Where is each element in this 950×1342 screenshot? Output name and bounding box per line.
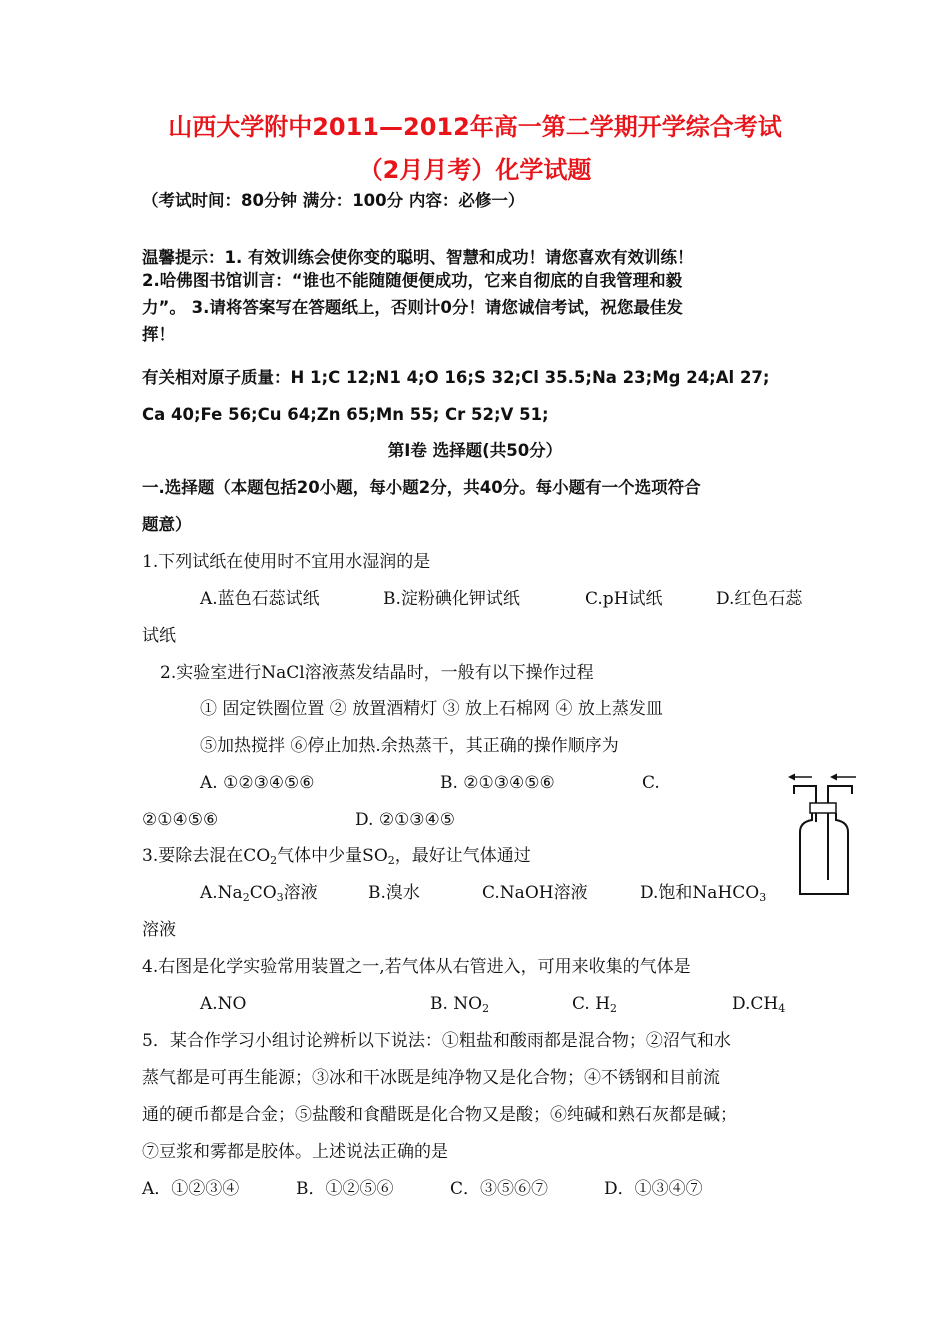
section-instructions-line2: 题意） (142, 515, 192, 534)
q2-option-c: C. (642, 773, 660, 793)
q2-option-b: B. ②①③④⑤⑥ (440, 773, 555, 793)
gas-washing-bottle-icon (786, 770, 860, 898)
q2-steps-line2: ⑤加热搅拌 ⑥停止加热.余热蒸干，其正确的操作顺序为 (200, 736, 619, 756)
q5-option-c: C．③⑤⑥⑦ (450, 1179, 549, 1199)
q3-option-a: $A.Na_2CO_3$溶液 (200, 883, 318, 904)
arrow-left-icon (788, 774, 812, 781)
section-heading: 第Ⅰ卷 选择题(共50分） (387, 441, 563, 460)
q3-option-d-cont: 溶液 (142, 920, 176, 940)
q1-option-d: D.红色石蕊 (716, 589, 803, 609)
q2-option-d: D. ②①③④⑤ (355, 810, 456, 830)
q1-option-a: A.蓝色石蕊试纸 (200, 589, 320, 609)
q5-line4: ⑦豆浆和雾都是胶体。上述说法正确的是 (142, 1142, 448, 1162)
q1-option-b: B.淀粉碘化钾试纸 (383, 589, 520, 609)
q2-steps-line1: ① 固定铁圈位置 ② 放置酒精灯 ③ 放上石棉网 ④ 放上蒸发皿 (200, 699, 663, 719)
q1-stem: 1.下列试纸在使用时不宜用水湿润的是 (142, 552, 431, 572)
atomic-masses-line2: Ca 40;Fe 56;Cu 64;Zn 65;Mn 55; Cr 52;V 51; (142, 405, 549, 424)
q3-option-d: D.饱和NaHCO$_3$ (640, 883, 767, 904)
q4-stem: 4.右图是化学实验常用装置之一,若气体从右管进入，可用来收集的气体是 (142, 957, 691, 977)
exam-title-line2: （2月月考）化学试题 (358, 156, 592, 184)
q2-option-c-cont: ②①④⑤⑥ (142, 810, 219, 830)
q4-option-d: $D.CH_4$ (732, 994, 786, 1015)
q5-line1: 5．某合作学习小组讨论辨析以下说法：①粗盐和酸雨都是混合物；②沼气和水 (142, 1031, 731, 1051)
tips-line3: 力”。 3.请将答案写在答题纸上，否则计0分！请您诚信考试，祝您最佳发 (142, 298, 683, 317)
tips-line4: 挥！ (142, 325, 175, 344)
q5-option-a: A．①②③④ (142, 1179, 240, 1199)
q5-line3: 通的硬币都是合金；⑤盐酸和食醋既是化合物又是酸；⑥纯碱和熟石灰都是碱； (142, 1105, 737, 1125)
exam-title-line1: 山西大学附中2011—2012年高一第二学期开学综合考试 (168, 113, 782, 141)
q4-option-b: B. $NO_2$ (430, 994, 490, 1015)
arrow-left-icon (830, 774, 856, 781)
q4-option-c: C. $H_2$ (572, 994, 618, 1015)
q3-option-b: B.溴水 (368, 883, 420, 903)
exam-info: （考试时间：80分钟 满分：100分 内容：必修一） (142, 191, 525, 210)
q3-stem: 3.要除去混在$CO_2$气体中少量$SO_2$，最好让气体通过 (142, 846, 531, 867)
q2-option-a: A. ①②③④⑤⑥ (200, 773, 315, 793)
q5-option-b: B．①②⑤⑥ (296, 1179, 394, 1199)
q5-option-d: D．①③④⑦ (604, 1179, 703, 1199)
q1-option-d-cont: 试纸 (142, 626, 176, 646)
q1-option-c: C.pH试纸 (585, 589, 663, 609)
tips-line1: 温馨提示：1. 有效训练会使你变的聪明、智慧和成功！请您喜欢有效训练！ (142, 248, 694, 267)
atomic-masses-line1: 有关相对原子质量：H 1;C 12;N1 4;O 16;S 32;Cl 35.5;Na 23;Mg 24;Al 27; (142, 368, 770, 387)
q4-option-a: A.NO (200, 994, 247, 1014)
q3-option-c: C.NaOH溶液 (482, 883, 588, 903)
tips-line2: 2.哈佛图书馆训言：“谁也不能随随便便成功，它来自彻底的自我管理和毅 (142, 271, 683, 290)
q2-stem: 2.实验室进行NaCl溶液蒸发结晶时，一般有以下操作过程 (160, 663, 594, 683)
section-instructions-line1: 一.选择题（本题包括20小题，每小题2分，共40分。每小题有一个选项符合 (142, 478, 701, 497)
q5-line2: 蒸气都是可再生能源；③冰和干冰既是纯净物又是化合物；④不锈钢和目前流 (142, 1068, 720, 1088)
